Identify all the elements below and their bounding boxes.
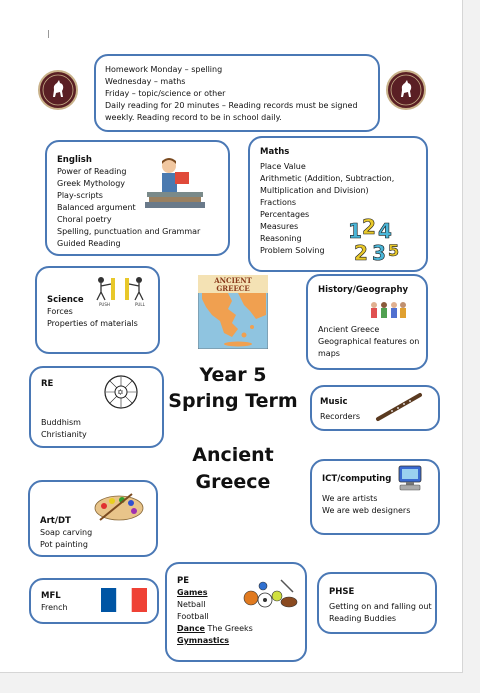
homework-line: Daily reading for 20 minutes – Reading records must be signed bbox=[105, 101, 358, 110]
topic-heading-line1: Ancient bbox=[192, 444, 274, 466]
school-logo-right bbox=[386, 70, 426, 110]
art-title: Art/DT bbox=[40, 516, 71, 526]
pe-title: PE bbox=[177, 576, 190, 586]
map-title-line2: GREECE bbox=[216, 284, 250, 293]
history-item: Ancient Greece bbox=[318, 325, 380, 334]
english-item: Balanced argument bbox=[57, 203, 136, 212]
maths-item: Arithmetic (Addition, Subtraction, bbox=[260, 174, 395, 183]
maths-item: Multiplication and Division) bbox=[260, 186, 369, 195]
computer-icon bbox=[396, 465, 424, 491]
history-item: maps bbox=[318, 349, 340, 358]
maths-item: Fractions bbox=[260, 198, 297, 207]
svg-text:2: 2 bbox=[362, 216, 376, 239]
pe-dance-label: Dance bbox=[177, 624, 205, 633]
science-item: Forces bbox=[47, 307, 73, 316]
phse-title: PHSE bbox=[329, 587, 355, 597]
english-item: Greek Mythology bbox=[57, 179, 125, 188]
history-title: History/Geography bbox=[318, 285, 409, 295]
year-heading: Year 5 bbox=[199, 364, 267, 386]
svg-text:5: 5 bbox=[388, 241, 400, 260]
page-mark bbox=[48, 30, 49, 38]
maths-title: Maths bbox=[260, 147, 290, 157]
svg-text:4: 4 bbox=[378, 219, 392, 243]
pull-label: PULL bbox=[135, 302, 145, 306]
push-label: PUSH bbox=[99, 302, 110, 306]
term-heading: Spring Term bbox=[168, 390, 298, 412]
recorder-icon bbox=[374, 391, 424, 423]
push-pull-icon bbox=[93, 276, 155, 306]
pe-item: Football bbox=[177, 612, 209, 621]
english-item: Spelling, punctuation and Grammar bbox=[57, 227, 201, 236]
phse-item: Getting on and falling out bbox=[329, 602, 432, 611]
pe-games: Games bbox=[177, 588, 208, 597]
phse-item: Reading Buddies bbox=[329, 614, 397, 623]
homework-line: Wednesday – maths bbox=[105, 77, 186, 86]
maths-item: Place Value bbox=[260, 162, 306, 171]
svg-text:3: 3 bbox=[372, 241, 386, 265]
sports-balls-icon bbox=[241, 578, 301, 612]
ict-item: We are web designers bbox=[322, 506, 411, 515]
mfl-box bbox=[29, 578, 159, 624]
re-item: Christianity bbox=[41, 430, 87, 439]
svg-text:1: 1 bbox=[348, 219, 362, 243]
map-title-line1: ANCIENT bbox=[214, 276, 252, 285]
pe-box bbox=[165, 562, 307, 662]
paint-palette-icon bbox=[92, 492, 146, 522]
history-item: Geographical features on bbox=[318, 337, 420, 346]
horse-crest-icon bbox=[40, 72, 76, 108]
maths-item: Problem Solving bbox=[260, 246, 325, 255]
pe-dance-topic: The Greeks bbox=[204, 624, 253, 633]
history-geography-box bbox=[306, 274, 428, 370]
re-title: RE bbox=[41, 379, 54, 389]
art-dt-box bbox=[28, 480, 158, 557]
english-item: Power of Reading bbox=[57, 167, 127, 176]
school-logo-left bbox=[38, 70, 78, 110]
svg-text:✡: ✡ bbox=[117, 388, 124, 397]
science-title: Science bbox=[47, 295, 84, 305]
svg-text:2: 2 bbox=[354, 241, 368, 265]
pe-gymnastics: Gymnastics bbox=[177, 636, 230, 645]
english-item: Choral poetry bbox=[57, 215, 112, 224]
re-item: Buddhism bbox=[41, 418, 81, 427]
maths-item: Reasoning bbox=[260, 234, 302, 243]
homework-line: Homework Monday – spelling bbox=[105, 65, 223, 74]
numbers-clipart-icon bbox=[346, 216, 406, 266]
reading-student-icon bbox=[139, 156, 211, 214]
science-item: Properties of materials bbox=[47, 319, 138, 328]
children-group-icon bbox=[368, 300, 408, 320]
phse-box bbox=[317, 572, 437, 634]
art-item: Soap carving bbox=[40, 528, 93, 537]
science-box bbox=[35, 266, 160, 354]
english-item: Play-scripts bbox=[57, 191, 103, 200]
mfl-item: French bbox=[41, 603, 68, 612]
ancient-greece-map bbox=[198, 275, 268, 349]
horse-crest-icon bbox=[388, 72, 424, 108]
homework-box bbox=[94, 54, 380, 132]
topic-heading-line2: Greece bbox=[195, 471, 271, 493]
ict-title: ICT/computing bbox=[322, 474, 392, 484]
music-item: Recorders bbox=[320, 412, 361, 421]
homework-line: Friday – topic/science or other bbox=[105, 89, 226, 98]
art-item: Pot painting bbox=[40, 540, 88, 549]
homework-line: weekly. Reading record to be in school daily. bbox=[105, 113, 282, 122]
maths-box bbox=[248, 136, 428, 272]
music-title: Music bbox=[320, 397, 348, 407]
english-item: Guided Reading bbox=[57, 239, 121, 248]
religious-symbols-icon bbox=[103, 374, 139, 410]
music-box bbox=[310, 385, 440, 431]
re-box bbox=[29, 366, 164, 448]
maths-item: Percentages bbox=[260, 210, 310, 219]
maths-item: Measures bbox=[260, 222, 299, 231]
english-title: English bbox=[57, 155, 92, 165]
french-flag-icon bbox=[101, 588, 147, 612]
ict-box bbox=[310, 459, 440, 535]
ict-item: We are artists bbox=[322, 494, 378, 503]
pe-item: Netball bbox=[177, 600, 206, 609]
english-box bbox=[45, 140, 230, 256]
mfl-title: MFL bbox=[41, 591, 61, 601]
